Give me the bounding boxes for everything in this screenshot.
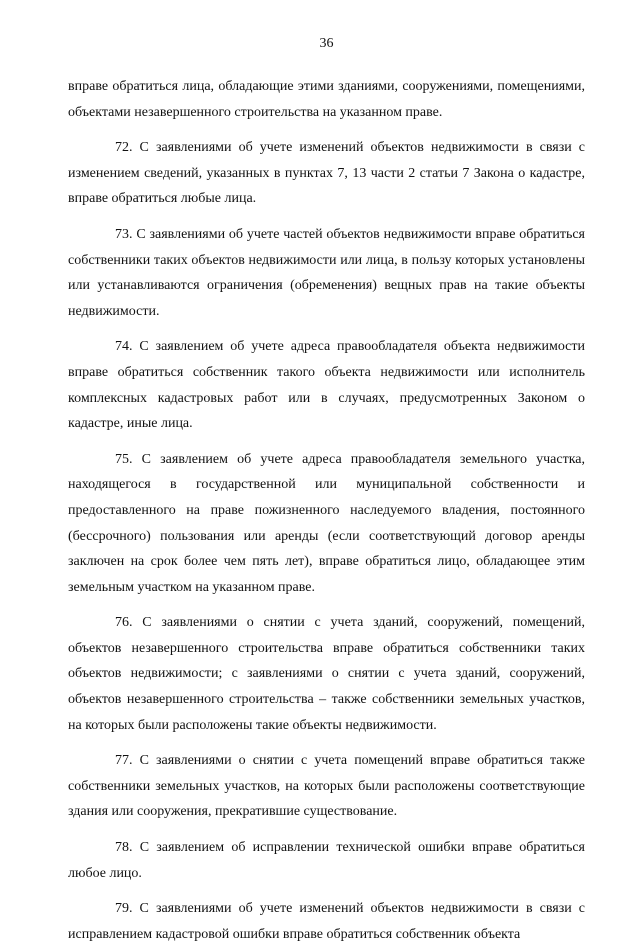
paragraph-73: 73. С заявлениями об учете частей объектов недвижимости вправе обратиться собственники таких объектов недвижимости или лица, в пользу которых установлены или устанавливаются ограничения (обременения) вещных прав на такие объекты недвижимости. xyxy=(68,226,585,319)
paragraph-75: 75. С заявлением об учете адреса правообладателя земельного участка, находящегося в государственной или муниципальной собственности и предоставленного на праве пожизненного наследуемого владения, постоянного (бессрочного) пользования или аренды (если соответствующий договор аренды заключен на срок более чем пять лет), вправе обратиться лицо, обладающее этим земельным участком на указанном праве. xyxy=(68,451,585,595)
paragraph-77: 77. С заявлениями о снятии с учета помещений вправе обратиться также собственники земельных участков, на которых были расположены соответствующие здания или сооружения, прекратившие существование. xyxy=(68,753,585,820)
paragraph-78: 78. С заявлением об исправлении технической ошибки вправе обратиться любое лицо. xyxy=(68,840,585,881)
paragraph-76: 76. С заявлениями о снятии с учета зданий, сооружений, помещений, объектов незавершенного строительства вправе обратиться собственники таких объектов недвижимости; с заявлениями о снятии с учета зданий, сооружений, объектов незавершенного строительства – также собственники земельных участков, на которых были расположены такие объекты недвижимости. xyxy=(68,615,585,733)
paragraph-continuation: вправе обратиться лица, обладающие этими зданиями, сооружениями, помещениями, объектами незавершенного строительства на указанном праве. xyxy=(68,79,585,120)
page-number: 36 xyxy=(319,36,334,51)
paragraph-72: 72. С заявлениями об учете изменений объектов недвижимости в связи с изменением сведений, указанных в пунктах 7, 13 части 2 статьи 7 Закона о кадастре, вправе обратиться любые лица. xyxy=(68,140,585,207)
paragraph-79: 79. С заявлениями об учете изменений объектов недвижимости в связи с исправлением кадастровой ошибки вправе обратиться собственник объекта xyxy=(68,901,585,942)
paragraph-74: 74. С заявлением об учете адреса правообладателя объекта недвижимости вправе обратиться собственник такого объекта недвижимости или исполнитель комплексных кадастровых работ или в случаях, предусмотренных Законом о кадастре, иные лица. xyxy=(68,339,585,432)
